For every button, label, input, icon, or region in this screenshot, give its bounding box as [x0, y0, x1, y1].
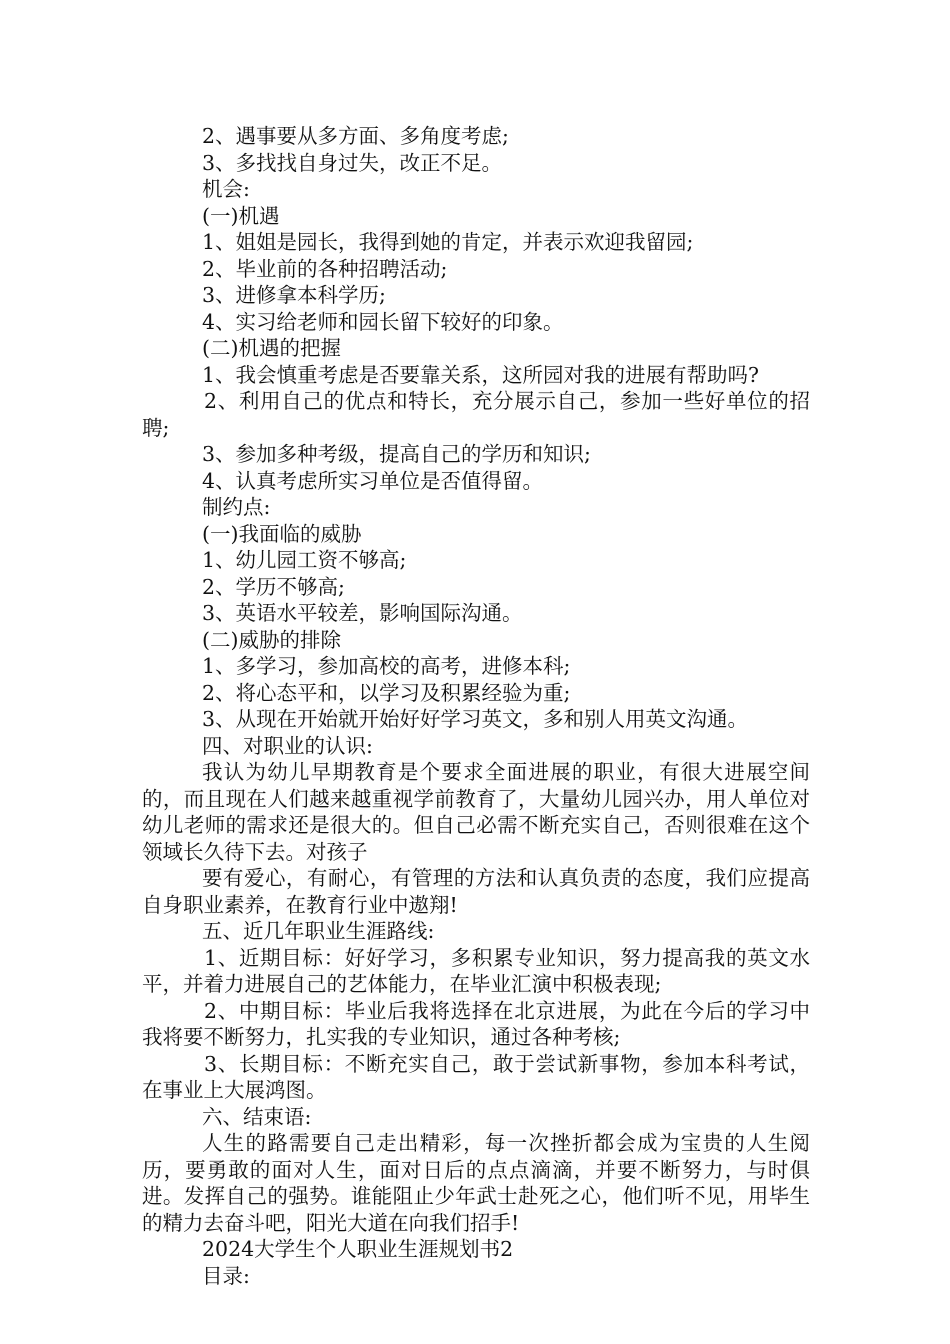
section-heading: 制约点:	[202, 495, 271, 519]
list-item: 3、英语水平较差，影响国际沟通。	[202, 601, 523, 625]
section-heading: 四、对职业的认识:	[202, 733, 373, 758]
subsection-heading: (一)机遇	[202, 203, 280, 228]
section-heading: 机会:	[202, 177, 250, 201]
list-item: 2、遇事要从多方面、多角度考虑;	[202, 124, 509, 148]
list-item: 3、多找找自身过失，改正不足。	[202, 150, 503, 175]
list-item: 2、毕业前的各种招聘活动;	[202, 256, 448, 281]
list-item: 2、将心态平和，以学习及积累经验为重;	[202, 680, 571, 705]
list-item: 2、利用自己的优点和特长，充分展示自己，参加一些好单位的招聘;	[142, 389, 810, 440]
list-item: 4、实习给老师和园长留下较好的印象。	[202, 309, 564, 334]
subsection-heading: (二)威胁的排除	[202, 627, 341, 652]
paragraph: 我认为幼儿早期教育是个要求全面进展的职业，有很大进展空间的，而且现在人们越来越重视学前教育了，大量幼儿园兴办，用人单位对幼儿老师的需求还是很大的。但自己必需不断充实自己，否则很难在这个领域长久待下去。对孩子	[142, 760, 810, 864]
section-heading: 五、近几年职业生涯路线:	[202, 919, 435, 943]
list-item: 1、多学习，参加高校的高考，进修本科;	[202, 654, 571, 678]
section-heading: 目录:	[202, 1263, 250, 1288]
list-item: 3、长期目标：不断充实自己，敢于尝试新事物，参加本科考试，在事业上大展鸿图。	[142, 1051, 810, 1102]
list-item: 2、学历不够高;	[202, 574, 345, 599]
list-item: 1、近期目标：好好学习，多积累专业知识，努力提高我的英文水平，并着力进展自己的艺体能力，在毕业汇演中积极表现;	[142, 945, 810, 996]
list-item: 2、中期目标：毕业后我将选择在北京进展，为此在今后的学习中我将要不断努力，扎实我的专业知识，通过各种考核;	[142, 998, 810, 1049]
list-item: 1、我会慎重考虑是否要靠关系，这所园对我的进展有帮助吗?	[202, 362, 760, 387]
list-item: 3、参加多种考级，提高自己的学历和知识;	[202, 442, 591, 466]
section-heading: 六、结束语:	[202, 1104, 312, 1129]
document-title: 2024大学生个人职业生涯规划书2	[202, 1237, 514, 1261]
list-item: 3、进修拿本科学历;	[202, 283, 386, 307]
list-item: 3、从现在开始就开始好好学习英文，多和别人用英文沟通。	[202, 707, 749, 731]
list-item: 1、姐姐是园长，我得到她的肯定，并表示欢迎我留园;	[202, 230, 694, 254]
subsection-heading: (二)机遇的把握	[202, 336, 341, 360]
list-item: 4、认真考虑所实习单位是否值得留。	[202, 468, 544, 493]
paragraph: 人生的路需要自己走出精彩，每一次挫折都会成为宝贵的人生阅历，要勇敢的面对人生，面对日后的点点滴滴，并要不断努力，与时俱进。发挥自己的强势。谁能阻止少年武士赴死之心，他们听不见，用毕生的精力去奋斗吧，阳光大道在向我们招手!	[142, 1131, 810, 1235]
list-item: 1、幼儿园工资不够高;	[202, 548, 407, 572]
paragraph: 要有爱心，有耐心，有管理的方法和认真负责的态度，我们应提高自身职业素养，在教育行业中遨翔!	[142, 866, 810, 917]
subsection-heading: (一)我面临的威胁	[202, 521, 362, 546]
document-body	[142, 123, 810, 1289]
